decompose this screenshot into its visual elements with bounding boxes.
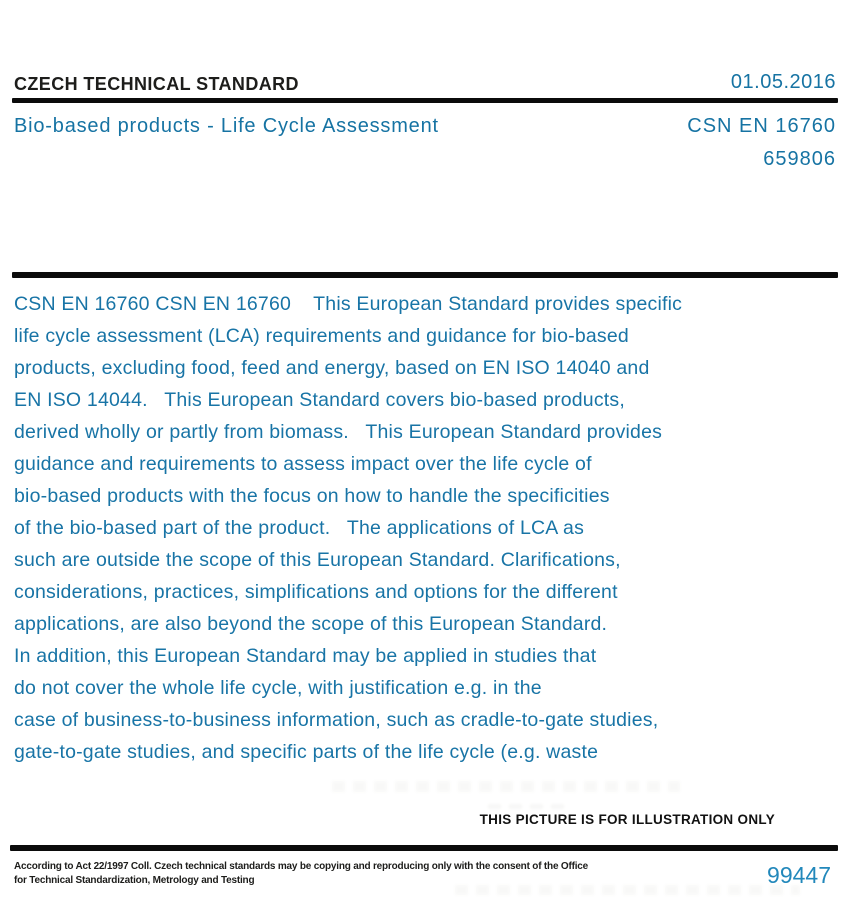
copyright-line-1: According to Act 22/1997 Coll. Czech technical standards may be copying and reproducing only with the consent of the Office [14,861,589,872]
copyright-line-2: for Technical Standardization, Metrology and Testing [14,875,255,886]
standard-code: CSN EN 16760 [687,115,836,137]
text-line: case of business-to-business information, such as cradle-to-gate studies, [14,709,659,731]
abstract-divider [12,272,838,278]
text-line: guidance and requirements to assess impact over the life cycle of [14,453,592,475]
text-line: bio-based products with the focus on how to handle the specificities [14,485,610,507]
text-line: do not cover the whole life cycle, with justification e.g. in the [14,677,542,699]
document-number: 99447 [767,862,831,888]
document-title: Bio-based products - Life Cycle Assessment [14,115,439,137]
copyright-notice [14,860,614,888]
ghost-text-remnant-upper [332,781,680,792]
text-line: applications, are also beyond the scope of this European Standard. [14,613,608,635]
text-line: gate-to-gate studies, and specific parts of the life cycle (e.g. waste [14,741,599,763]
text-line: products, excluding food, feed and energy, based on EN ISO 14040 and [14,357,650,379]
issue-date: 01.05.2016 [730,71,836,93]
text-line: such are outside the scope of this European Standard. Clarifications, [14,549,621,571]
illustration-notice: THIS PICTURE IS FOR ILLUSTRATION ONLY [479,812,775,827]
text-line: life cycle assessment (LCA) requirements and guidance for bio-based [14,325,629,347]
ghost-text-remnant-mid [488,804,564,809]
text-line: of the bio-based part of the product. The applications of LCA as [14,517,585,539]
text-line: In addition, this European Standard may be applied in studies that [14,645,597,667]
text-line: considerations, practices, simplifications and options for the different [14,581,618,603]
catalog-number: 659806 [763,148,836,170]
footer-divider [10,845,838,851]
header-divider [12,98,838,103]
text-line: derived wholly or partly from biomass. This European Standard provides [14,421,663,443]
abstract-text [14,288,814,768]
ghost-text-remnant-lower [455,885,800,895]
page-title: CZECH TECHNICAL STANDARD [14,74,299,94]
text-line: EN ISO 14044. This European Standard covers bio-based products, [14,389,625,411]
text-line: CSN EN 16760 CSN EN 16760 This European Standard provides specific [14,293,683,315]
